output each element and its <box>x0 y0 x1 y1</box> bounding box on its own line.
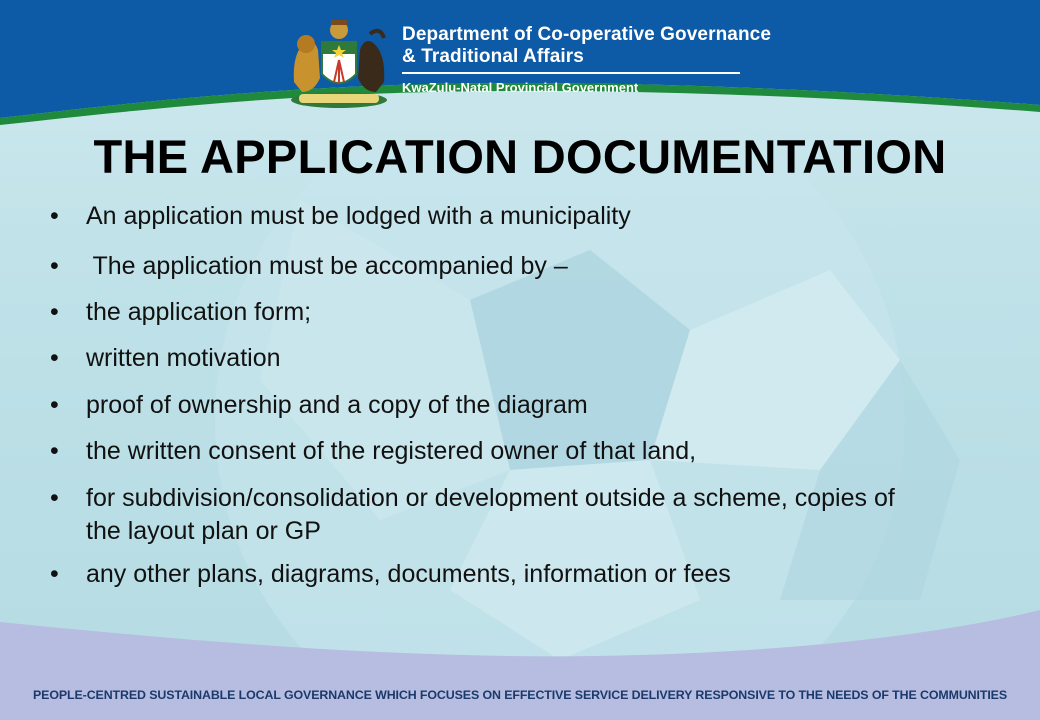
bullet-text: proof of ownership and a copy of the diagram <box>86 391 588 419</box>
bullet-marker: • <box>50 560 59 588</box>
bullet-item <box>50 200 986 233</box>
bullet-item <box>50 482 906 548</box>
department-name-line2: & Traditional Affairs <box>402 46 584 67</box>
bullet-marker: • <box>50 484 59 512</box>
footer-band <box>0 600 1040 720</box>
bullet-marker: • <box>50 202 59 230</box>
bullet-text: the written consent of the registered owner of that land, <box>86 437 697 465</box>
footer-motto: PEOPLE-CENTRED SUSTAINABLE LOCAL GOVERNANCE WHICH FOCUSES ON EFFECTIVE SERVICE DELIVERY RESPONSIVE TO THE NEEDS OF THE COMMUNITIES <box>33 688 1007 702</box>
bullet-marker: • <box>50 437 59 465</box>
bullet-item <box>50 389 986 422</box>
bullet-text: any other plans, diagrams, documents, information or fees <box>86 560 731 588</box>
bullet-item <box>50 250 986 283</box>
bullet-marker: • <box>50 344 59 372</box>
bullet-marker: • <box>50 391 59 419</box>
provincial-government-label: KwaZulu-Natal Provincial Government <box>402 80 639 95</box>
department-name-line1: Department of Co-operative Governance <box>402 24 772 45</box>
kzn-coat-of-arms-logo <box>284 12 394 112</box>
bullet-text: for subdivision/consolidation or development outside a scheme, copies of the layout plan or GP <box>86 484 895 545</box>
bullet-marker: • <box>50 252 59 280</box>
bullet-text: the application form; <box>86 298 312 326</box>
bullet-marker: • <box>50 298 59 326</box>
bullet-item <box>50 296 986 329</box>
bullet-item <box>50 435 986 468</box>
bullet-text: The application must be accompanied by – <box>86 252 568 280</box>
bullet-text: written motivation <box>86 344 281 372</box>
department-name <box>402 24 771 68</box>
bullet-item <box>50 558 986 591</box>
bullet-item <box>50 342 986 375</box>
header-divider <box>402 72 740 74</box>
bullet-text: An application must be lodged with a municipality <box>86 202 631 230</box>
slide-title: THE APPLICATION DOCUMENTATION <box>93 130 947 183</box>
